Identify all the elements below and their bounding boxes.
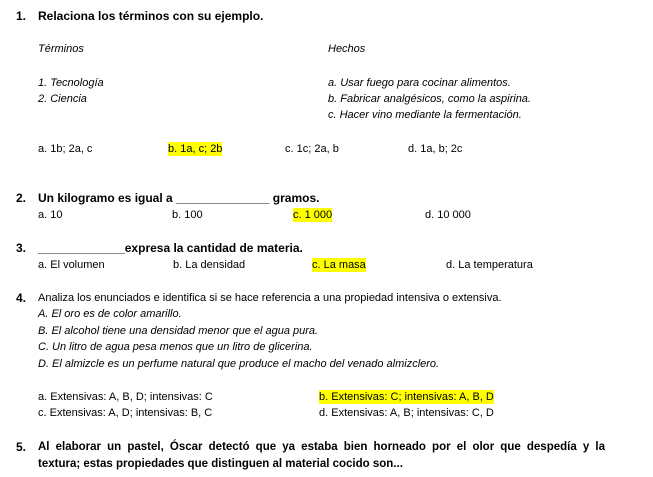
answer-option[interactable]: a. 1b; 2a, c (38, 143, 93, 155)
answer-option-highlighted[interactable]: c. 1 000 (293, 209, 333, 221)
statement-item: A. El oro es de color amarillo. (38, 308, 182, 320)
answer-option-highlighted[interactable]: b. Extensivas: C; intensivas: A, B, D (319, 391, 494, 403)
question-prompt: Un kilogramo es igual a ______________ gramos. (38, 191, 320, 205)
question-number: 2. (16, 191, 27, 205)
answer-option-highlighted[interactable]: c. La masa (312, 259, 366, 271)
question-prompt: Relaciona los términos con su ejemplo. (38, 9, 264, 23)
question-number: 5. (16, 440, 27, 454)
facts-header: Hechos (328, 43, 366, 55)
answer-option[interactable]: c. Extensivas: A, D; intensivas: B, C (38, 407, 213, 419)
answer-option-highlighted[interactable]: b. 1a, c; 2b (168, 143, 223, 155)
question-prompt: Analiza los enunciados e identifica si se hace referencia a una propiedad intensiva o extensiva. (38, 292, 502, 304)
answer-option[interactable]: b. La densidad (173, 259, 246, 271)
answer-option[interactable]: a. 10 (38, 209, 63, 221)
terms-header: Términos (38, 43, 84, 55)
answer-option[interactable]: a. El volumen (38, 259, 105, 271)
question-prompt: _____________expresa la cantidad de materia. (38, 241, 303, 255)
fact-item: c. Hacer vino mediante la fermentación. (328, 109, 522, 121)
statement-item: D. El almizcle es un perfume natural que produce el macho del venado almizclero. (38, 358, 440, 370)
statement-item: B. El alcohol tiene una densidad menor que el agua pura. (38, 325, 319, 337)
question-prompt-line-1: Al elaborar un pastel, Óscar detectó que ya estaba bien horneado por el olor que despedía y la (38, 441, 605, 453)
fact-item: b. Fabricar analgésicos, como la aspirina. (328, 93, 531, 105)
answer-option[interactable]: d. 10 000 (425, 209, 471, 221)
statement-item: C. Un litro de agua pesa menos que un litro de glicerina. (38, 341, 313, 353)
answer-option[interactable]: d. La temperatura (446, 259, 533, 271)
fact-item: a. Usar fuego para cocinar alimentos. (328, 77, 511, 89)
question-prompt-line-2: textura; estas propiedades que distinguen al material cocido son... (38, 458, 403, 470)
question-number: 3. (16, 241, 27, 255)
answer-option[interactable]: d. 1a, b; 2c (408, 143, 463, 155)
question-number: 4. (16, 291, 27, 305)
term-item: 2. Ciencia (38, 93, 87, 105)
term-item: 1. Tecnología (38, 77, 104, 89)
question-number: 1. (16, 9, 27, 23)
answer-option[interactable]: d. Extensivas: A, B; intensivas: C, D (319, 407, 494, 419)
answer-option[interactable]: c. 1c; 2a, b (285, 143, 339, 155)
answer-option[interactable]: b. 100 (172, 209, 203, 221)
answer-option[interactable]: a. Extensivas: A, B, D; intensivas: C (38, 391, 213, 403)
